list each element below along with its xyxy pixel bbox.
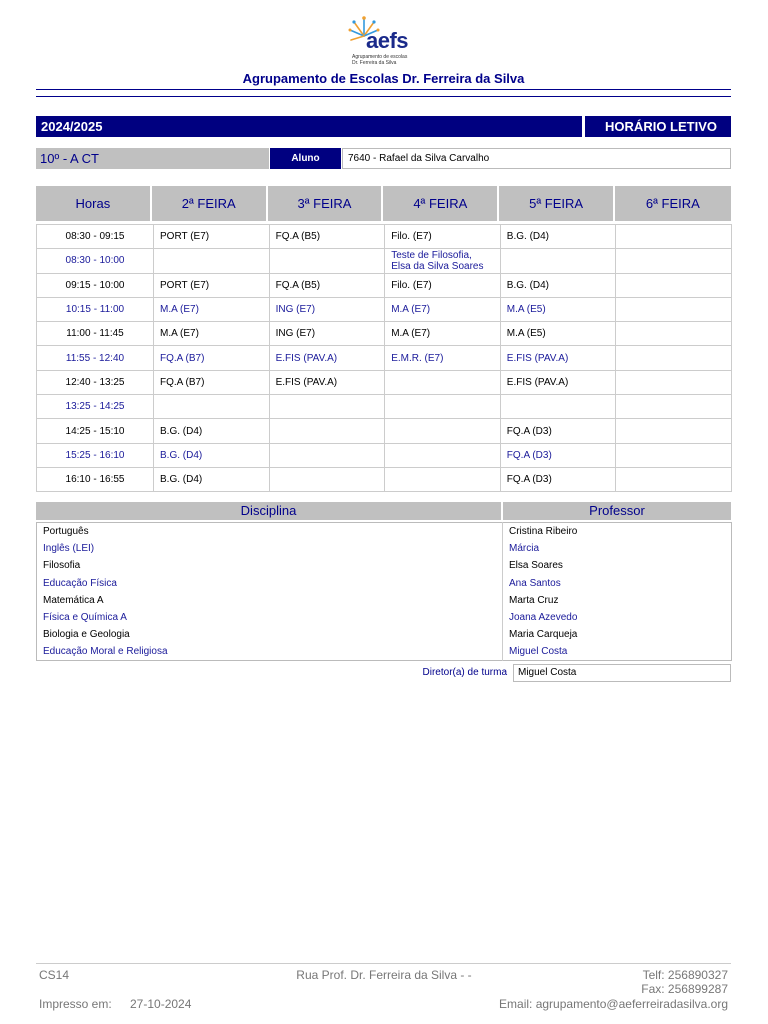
table-row <box>37 297 732 321</box>
table-row <box>37 370 732 394</box>
timetable <box>36 224 732 492</box>
lesson-cell <box>616 346 732 370</box>
lesson-cell: M.A (E5) <box>500 322 616 346</box>
time-cell: 08:30 - 10:00 <box>37 249 154 273</box>
time-cell: 08:30 - 09:15 <box>37 225 154 249</box>
column-header-hours: Horas <box>36 186 152 221</box>
lesson-cell <box>500 395 616 419</box>
footer-printed-date: 27-10-2024 <box>130 997 192 1011</box>
discipline-name: Português <box>43 525 89 537</box>
lesson-cell: E.M.R. (E7) <box>385 346 501 370</box>
school-logo <box>346 14 426 64</box>
lesson-cell: Filo. (E7) <box>385 273 501 297</box>
teacher-name: Cristina Ribeiro <box>503 523 732 540</box>
lesson-cell: M.A (E7) <box>385 322 501 346</box>
table-row <box>37 249 732 273</box>
lesson-cell <box>385 419 501 443</box>
lesson-cell: FQ.A (B7) <box>154 370 270 394</box>
list-item <box>37 574 732 591</box>
lesson-cell <box>269 419 385 443</box>
time-cell: 11:55 - 12:40 <box>37 346 154 370</box>
lesson-cell: E.FIS (PAV.A) <box>269 346 385 370</box>
time-cell: 13:25 - 14:25 <box>37 395 154 419</box>
lesson-cell <box>616 249 732 273</box>
lesson-cell <box>616 370 732 394</box>
teacher-name: Marta Cruz <box>503 592 732 609</box>
teacher-name: Maria Carqueja <box>503 626 732 643</box>
lesson-cell: E.FIS (PAV.A) <box>500 346 616 370</box>
logo-brand: aefs <box>366 28 409 53</box>
table-row <box>37 467 732 491</box>
lesson-cell: FQ.A (B5) <box>269 273 385 297</box>
lesson-cell <box>269 443 385 467</box>
column-header-monday: 2ª FEIRA <box>152 186 268 221</box>
lesson-cell <box>269 395 385 419</box>
column-header-discipline: Disciplina <box>36 502 501 520</box>
school-title: Agrupamento de Escolas Dr. Ferreira da Silva <box>242 71 525 86</box>
table-row <box>37 225 732 249</box>
lesson-cell <box>616 419 732 443</box>
column-header-tuesday: 3ª FEIRA <box>268 186 384 221</box>
lesson-cell <box>385 370 501 394</box>
time-cell: 11:00 - 11:45 <box>37 322 154 346</box>
column-header-thursday: 5ª FEIRA <box>499 186 615 221</box>
list-item <box>37 523 732 540</box>
list-item <box>37 592 732 609</box>
table-row <box>37 322 732 346</box>
lesson-cell <box>616 467 732 491</box>
lesson-cell: PORT (E7) <box>154 225 270 249</box>
lesson-cell <box>385 467 501 491</box>
footer-fax: Fax: 256899287 <box>641 982 728 996</box>
teacher-name: Miguel Costa <box>503 644 732 661</box>
list-item <box>37 609 732 626</box>
lesson-cell: Filo. (E7) <box>385 225 501 249</box>
lesson-cell: M.A (E7) <box>154 297 270 321</box>
lesson-cell: B.G. (D4) <box>154 467 270 491</box>
lesson-cell: FQ.A (D3) <box>500 467 616 491</box>
timetable-header <box>36 186 731 221</box>
list-item <box>37 626 732 643</box>
footer-email: Email: agrupamento@aeferreiradasilva.org <box>499 997 728 1011</box>
lesson-cell: E.FIS (PAV.A) <box>500 370 616 394</box>
lesson-cell: M.A (E7) <box>385 297 501 321</box>
lesson-cell: B.G. (D4) <box>500 225 616 249</box>
logo-subtitle-1: Agrupamento de escolas <box>352 54 408 60</box>
table-row <box>37 443 732 467</box>
time-cell: 12:40 - 13:25 <box>37 370 154 394</box>
lesson-cell: B.G. (D4) <box>154 443 270 467</box>
lesson-cell: FQ.A (B5) <box>269 225 385 249</box>
lesson-cell <box>154 395 270 419</box>
list-item <box>37 540 732 557</box>
lesson-cell <box>616 297 732 321</box>
lesson-cell: M.A (E7) <box>154 322 270 346</box>
table-row <box>37 419 732 443</box>
director-value: Miguel Costa <box>513 664 731 682</box>
lesson-cell: PORT (E7) <box>154 273 270 297</box>
discipline-name: Filosofia <box>43 560 81 572</box>
table-row <box>37 273 732 297</box>
teacher-name: Elsa Soares <box>503 557 732 574</box>
time-cell: 14:25 - 15:10 <box>37 419 154 443</box>
footer-address: Rua Prof. Dr. Ferreira da Silva - - <box>296 968 472 982</box>
lesson-cell <box>616 322 732 346</box>
lesson-cell <box>385 395 501 419</box>
teacher-name: Márcia <box>503 540 732 557</box>
time-cell: 09:15 - 10:00 <box>37 273 154 297</box>
student-label: Aluno <box>270 148 341 169</box>
lesson-cell <box>500 249 616 273</box>
list-item <box>37 644 732 661</box>
lesson-cell <box>269 249 385 273</box>
teacher-name: Joana Azevedo <box>503 609 732 626</box>
list-item <box>37 557 732 574</box>
document-type: HORÁRIO LETIVO <box>585 116 731 137</box>
lesson-cell <box>616 443 732 467</box>
discipline-name: Biologia e Geologia <box>43 629 130 641</box>
footer-code: CS14 <box>39 968 70 982</box>
discipline-name: Educação Física <box>43 577 117 589</box>
lesson-cell: FQ.A (B7) <box>154 346 270 370</box>
logo-subtitle-2: Dr. Ferreira da Silva <box>352 60 397 66</box>
lesson-cell <box>154 249 270 273</box>
header-divider-top <box>36 89 731 90</box>
footer-phone: Telf: 256890327 <box>642 968 728 982</box>
lesson-cell: M.A (E5) <box>500 297 616 321</box>
lesson-cell <box>616 395 732 419</box>
lesson-cell <box>269 467 385 491</box>
table-row <box>37 395 732 419</box>
lesson-cell: B.G. (D4) <box>500 273 616 297</box>
lesson-cell: E.FIS (PAV.A) <box>269 370 385 394</box>
student-value: 7640 - Rafael da Silva Carvalho <box>342 148 731 169</box>
table-row <box>37 346 732 370</box>
teacher-name: Ana Santos <box>503 574 732 591</box>
lesson-cell: Teste de Filosofia, Elsa da Silva Soares <box>385 249 501 273</box>
lesson-cell <box>616 225 732 249</box>
column-header-wednesday: 4ª FEIRA <box>383 186 499 221</box>
column-header-friday: 6ª FEIRA <box>615 186 731 221</box>
discipline-name: Inglês (LEI) <box>43 542 95 554</box>
discipline-name: Educação Moral e Religiosa <box>43 646 168 658</box>
discipline-name: Matemática A <box>43 594 104 606</box>
lesson-cell: FQ.A (D3) <box>500 419 616 443</box>
lesson-cell <box>616 273 732 297</box>
footer-printed-label: Impresso em: <box>39 997 112 1011</box>
class-name: 10º - A CT <box>36 148 269 169</box>
time-cell: 15:25 - 16:10 <box>37 443 154 467</box>
header-divider-bottom <box>36 96 731 97</box>
time-cell: 10:15 - 11:00 <box>37 297 154 321</box>
lesson-cell: ING (E7) <box>269 322 385 346</box>
school-year: 2024/2025 <box>36 116 582 137</box>
lesson-cell: ING (E7) <box>269 297 385 321</box>
discipline-name: Física e Química A <box>43 612 127 624</box>
lesson-cell: B.G. (D4) <box>154 419 270 443</box>
subjects-table <box>36 522 732 661</box>
footer-divider <box>36 963 731 964</box>
lesson-cell: FQ.A (D3) <box>500 443 616 467</box>
time-cell: 16:10 - 16:55 <box>37 467 154 491</box>
column-header-teacher: Professor <box>503 502 731 520</box>
lesson-cell <box>385 443 501 467</box>
director-label: Diretor(a) de turma <box>422 667 507 678</box>
